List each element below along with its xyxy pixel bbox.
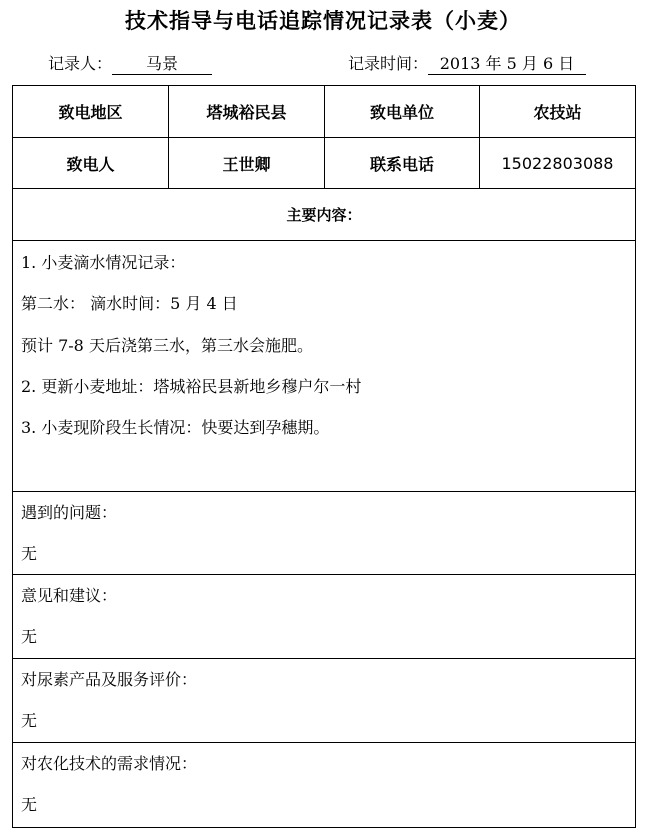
person-label: 致电人 bbox=[13, 138, 169, 188]
recorder-value: 马景 bbox=[112, 54, 212, 75]
suggestions-value: 无 bbox=[21, 627, 38, 646]
info-row-2 bbox=[13, 138, 635, 189]
suggestions-section bbox=[13, 575, 635, 659]
unit-value: 农技站 bbox=[533, 103, 582, 122]
main-content-heading: 主要内容： bbox=[286, 206, 362, 224]
suggestions-label: 意见和建议： bbox=[21, 586, 118, 605]
content-line-3: 预计 7-8 天后浇第三水，第三水会施肥。 bbox=[21, 336, 313, 355]
info-row-1 bbox=[13, 86, 635, 138]
content-line-1: 1. 小麦滴水情况记录： bbox=[21, 253, 186, 272]
region-label: 致电地区 bbox=[13, 86, 169, 137]
record-time-field bbox=[348, 53, 586, 75]
record-table bbox=[12, 85, 636, 828]
main-content-body bbox=[13, 241, 635, 492]
needs-label: 对农化技术的需求情况： bbox=[21, 754, 198, 773]
needs-value: 无 bbox=[21, 795, 38, 814]
recorder-field bbox=[48, 53, 212, 75]
evaluation-section bbox=[13, 659, 635, 743]
person-value: 王世卿 bbox=[169, 138, 325, 188]
record-time-label: 记录时间： bbox=[348, 54, 429, 73]
evaluation-value: 无 bbox=[21, 711, 38, 730]
region-value: 塔城裕民县 bbox=[169, 86, 325, 137]
phone-label: 联系电话 bbox=[325, 138, 480, 188]
content-line-5: 3. 小麦现阶段生长情况：快要达到孕穗期。 bbox=[21, 418, 330, 437]
evaluation-label: 对尿素产品及服务评价： bbox=[21, 670, 198, 689]
phone-value: 15022803088 bbox=[501, 153, 614, 173]
content-line-4: 2. 更新小麦地址：塔城裕民县新地乡穆户尔一村 bbox=[21, 377, 362, 396]
page-title: 技术指导与电话追踪情况记录表（小麦） bbox=[125, 9, 521, 33]
needs-section bbox=[13, 743, 635, 827]
record-time-value: 2013 年 5 月 6 日 bbox=[428, 54, 586, 75]
main-content-heading-row bbox=[13, 189, 635, 241]
unit-label: 致电单位 bbox=[325, 86, 480, 137]
problems-label: 遇到的问题： bbox=[21, 503, 118, 522]
problems-value: 无 bbox=[21, 544, 38, 563]
content-line-2: 第二水： 滴水时间：5 月 4 日 bbox=[21, 294, 238, 313]
recorder-label: 记录人： bbox=[48, 54, 113, 73]
problems-section bbox=[13, 492, 635, 575]
